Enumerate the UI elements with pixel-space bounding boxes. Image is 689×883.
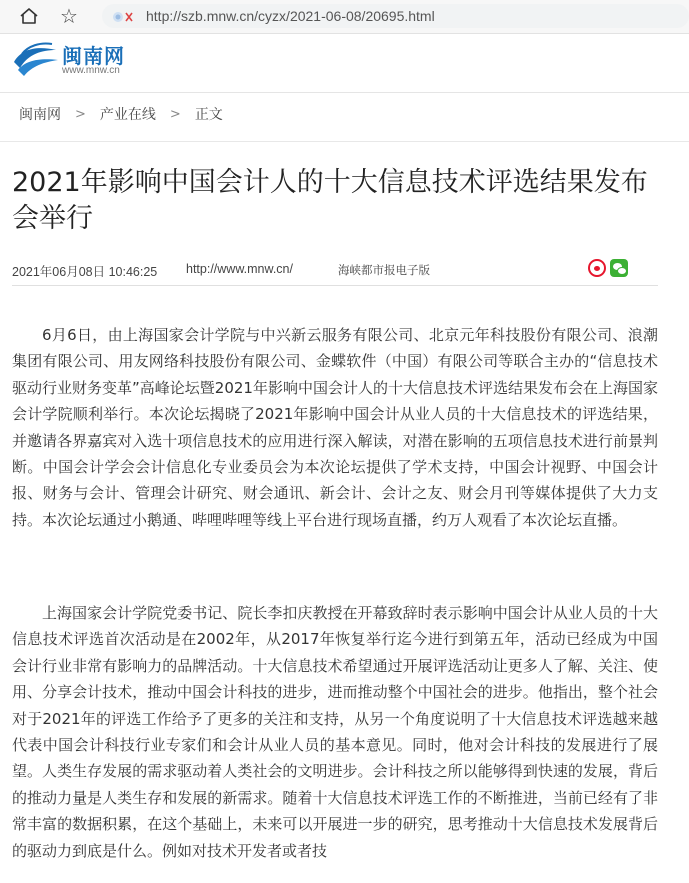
logo-swoosh-icon <box>12 40 60 80</box>
article-title: 2021年影响中国会计人的十大信息技术评选结果发布会举行 <box>12 167 648 234</box>
breadcrumb-current: 正文 <box>194 107 223 123</box>
meta-divider <box>12 285 658 286</box>
article-paragraph: 上海国家会计学院党委书记、院长李扣庆教授在开幕致辞时表示影响中国会计从业人员的十大信息技术评选首次活动是在2002年，从2017年恢复举行迄今进行到第五年，活动已经成为中国会计行业非常有影响力的品牌活动。十大信息技术希望通过开展评选活动让更多人了解、关注、使用、分享会计技术，推动中国会计科技的进步，进而推动整个中国社会的进步。他指出，整个社会对于2021年的评选工作给予了更多的关注和支持，从另一个角度说明了十大信息技术评选越来越代表中国会计科技行业专家们和会计从业人员的基本意见。同时，他对会计科技的发展进行了展望。人类生存发展的需求驱动着人类社会的文明进步。会计科技之所以能够得到快速的发展，背后的推动力量是人类生存和发展的新需求。随着十大信息技术评选工作的不断推进，当前已经有了非常丰富的数据积累，在这个基础上，未来可以开展进一步的研究，思考推动十大信息技术发展背后的驱动力到底是什么。例如对技术开发者或者技 <box>12 604 658 860</box>
site-logo[interactable] <box>12 40 142 80</box>
wechat-icon[interactable] <box>610 259 628 277</box>
browser-toolbar <box>0 0 689 34</box>
breadcrumb-category[interactable]: 产业在线 <box>99 107 156 123</box>
article-meta <box>12 262 658 280</box>
article-paragraph: 6月6日，由上海国家会计学院与中兴新云服务有限公司、北京元年科技股份有限公司、浪潮集团有限公司、用友网络科技股份有限公司、金蝶软件（中国）有限公司等联合主办的“信息技术驱动行业财务变革”高峰论坛暨2021年影响中国会计人的十大信息技术评选结果发布会在上海国家会计学院顺利举行。本次论坛揭晓了2021年影响中国会计从业人员的十大信息技术的评选结果，并邀请各界嘉宾对入选十项信息技术的应用进行深入解读，对潜在影响的五项信息技术进行前景判断。中国会计学会会计信息化专业委员会为本次论坛提供了学术支持，中国会计视野、中国会计报、财务与会计、管理会计研究、财会通讯、新会计、会计之友、财会月刊等媒体提供了大力支持。本次论坛通过小鹅通、哔哩哔哩等线上平台进行现场直播，约万人观看了本次论坛直播。 <box>12 326 658 529</box>
address-bar[interactable] <box>102 4 689 28</box>
breadcrumb <box>19 104 223 124</box>
article-source-url[interactable]: http://www.mnw.cn/ <box>186 262 293 276</box>
article-source[interactable]: 海峡都市报电子版 <box>338 263 430 277</box>
weibo-icon[interactable] <box>588 259 606 277</box>
breadcrumb-divider <box>0 141 689 142</box>
logo-url: www.mnw.cn <box>62 65 120 76</box>
breadcrumb-separator: > <box>75 106 86 122</box>
header-divider <box>0 92 689 93</box>
star-icon[interactable]: ☆ <box>60 4 78 28</box>
article-date: 2021年06月08日 10:46:25 <box>12 265 158 279</box>
site-security-icon <box>112 9 136 23</box>
home-icon[interactable] <box>16 5 42 27</box>
breadcrumb-home[interactable]: 闽南网 <box>19 107 61 123</box>
address-url[interactable]: http://szb.mnw.cn/cyzx/2021-06-08/20695.html <box>146 8 435 24</box>
logo-name: 闽南网 <box>62 44 125 68</box>
breadcrumb-separator: > <box>169 106 181 122</box>
